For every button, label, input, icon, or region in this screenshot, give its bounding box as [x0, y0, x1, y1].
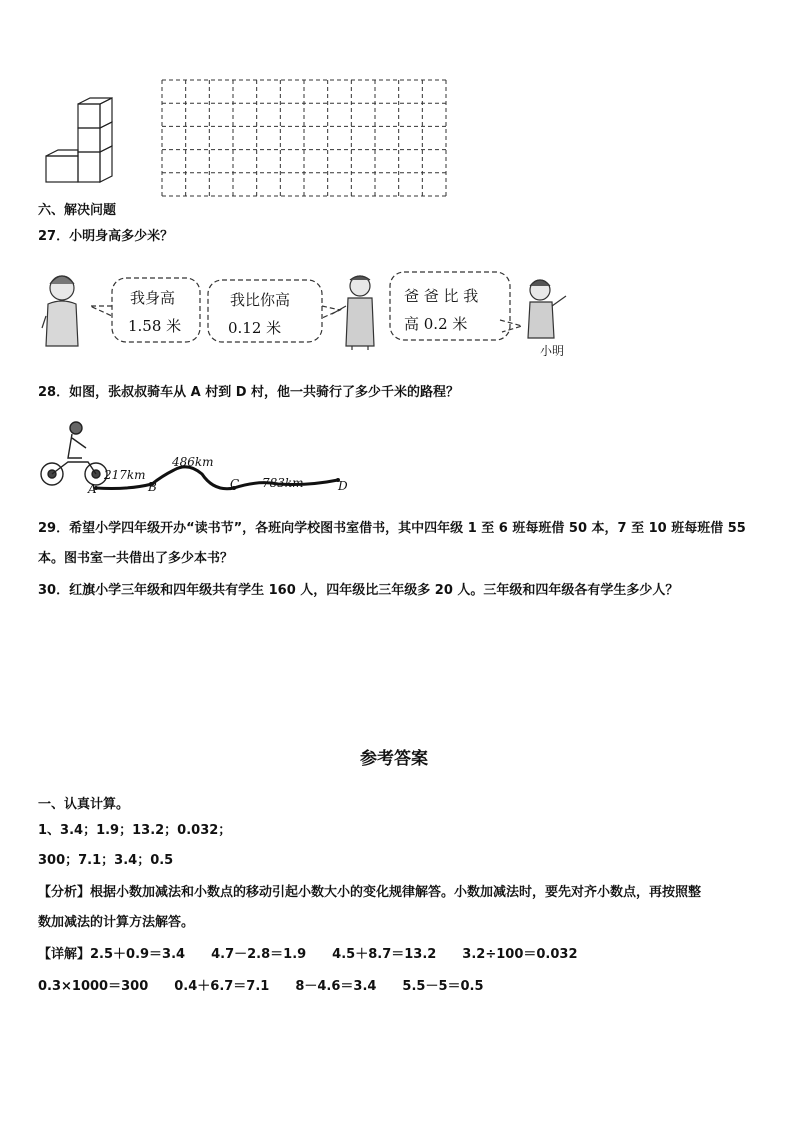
- child-figure: [528, 280, 566, 338]
- speech-illustration: [40, 266, 600, 366]
- point-a: A: [88, 482, 97, 496]
- answer-1-line-2: 300；7.1；3.4；0.5: [38, 853, 174, 868]
- mother-figure: [42, 276, 78, 346]
- answer-1-line-1: 1、3.4；1.9；13.2；0.032；: [38, 823, 232, 838]
- detail-line-2: 0.3×1000＝300 0.4＋6.7＝7.1 8－4.6＝3.4 5.5－5＝0.5: [38, 979, 484, 994]
- question-27: 27．小明身高多少米？: [38, 229, 174, 244]
- distance-cd: 783km: [262, 476, 304, 490]
- point-b: B: [148, 480, 157, 494]
- question-30: 30．红旗小学三年级和四年级共有学生 160 人，四年级比三年级多 20 人。三年级和四年级各有学生多少人？: [38, 583, 679, 598]
- father-figure: [332, 276, 374, 350]
- question-28: 28．如图，张叔叔骑车从 A 村到 D 村，他一共骑行了多少千米的路程？: [38, 385, 460, 400]
- bubble-1-line-1: 我身高: [130, 289, 176, 307]
- question-29-line-2: 本。图书室一共借出了多少本书？: [38, 551, 234, 566]
- detail-line-1: 【详解】2.5＋0.9＝3.4 4.7－2.8＝1.9 4.5＋8.7＝13.2 3.2÷100＝0.032: [38, 947, 578, 962]
- bubble-2-line-2: 0.12 米: [228, 319, 282, 337]
- answers-title: 参考答案: [360, 749, 428, 769]
- dashed-grid: [160, 78, 448, 198]
- question-29-line-1: 29．希望小学四年级开办“读书节”，各班向学校图书室借书，其中四年级 1 至 6 班每班借 50 本，7 至 10 班每班借 55: [38, 521, 746, 536]
- answers-section-1: 一、认真计算。: [38, 797, 130, 812]
- section-title-solve-problems: 六、解决问题: [38, 203, 117, 218]
- distance-bc: 486km: [172, 455, 214, 469]
- bubble-1-line-2: 1.58 米: [128, 317, 182, 335]
- distance-ab: 217km: [104, 468, 146, 482]
- point-c: C: [230, 477, 240, 491]
- cyclist-figure: [41, 422, 107, 485]
- cube-stack-figure: [44, 96, 116, 188]
- analysis-line-1: 【分析】根据小数加减法和小数点的移动引起小数大小的变化规律解答。小数加减法时，要先对齐小数点，再按照整: [38, 885, 702, 900]
- bubble-3-line-2: 高 0.2 米: [404, 315, 468, 333]
- bubble-2-line-1: 我比你高: [230, 291, 291, 309]
- bubble-3-line-1: 爸 爸 比 我: [404, 287, 479, 305]
- child-label: 小明: [540, 344, 565, 358]
- analysis-line-2: 数加减法的计算方法解答。: [38, 915, 195, 930]
- point-d: D: [338, 479, 348, 493]
